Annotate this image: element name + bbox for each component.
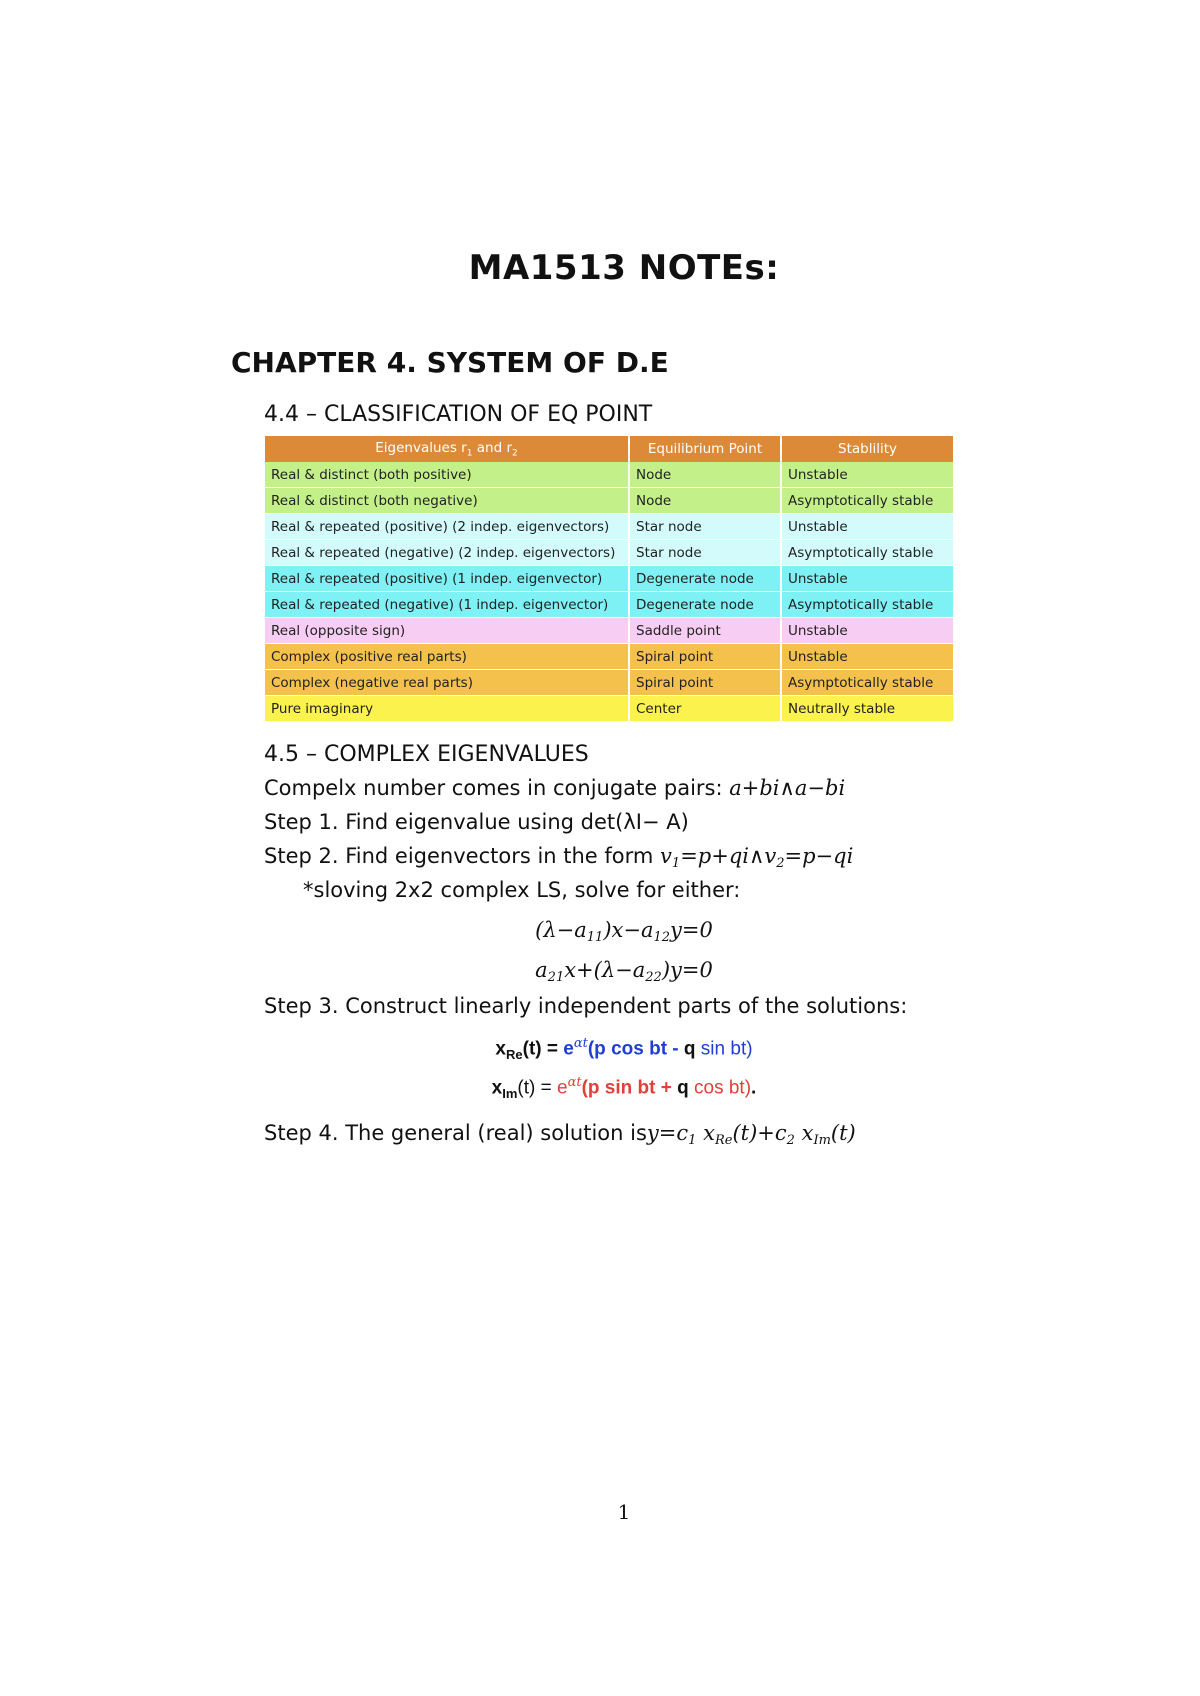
table-row: [265, 592, 954, 618]
eigenvalues-cell: Real (opposite sign): [265, 618, 629, 644]
table-row: [265, 696, 954, 722]
step-3-line: Step 3. Construct linearly independent parts of the solutions:: [264, 994, 908, 1018]
table-row: [265, 514, 954, 540]
header-equilibrium-point: Equilibrium Point: [629, 436, 781, 462]
stability-cell: Unstable: [781, 566, 954, 592]
equilibrium-point-cell: Star node: [629, 514, 781, 540]
table-row: [265, 670, 954, 696]
table-row: [265, 618, 954, 644]
equilibrium-point-cell: Spiral point: [629, 644, 781, 670]
table-row: [265, 644, 954, 670]
table-header-row: [265, 436, 954, 462]
stability-cell: Unstable: [781, 644, 954, 670]
stability-cell: Asymptotically stable: [781, 592, 954, 618]
solve-note: *sloving 2x2 complex LS, solve for either:: [303, 878, 741, 902]
table-row: [265, 488, 954, 514]
table-row: [265, 566, 954, 592]
document-title: MA1513 NOTEs:: [468, 248, 780, 288]
equilibrium-point-cell: Spiral point: [629, 670, 781, 696]
eigenvalues-cell: Real & repeated (positive) (1 indep. eigenvector): [265, 566, 629, 592]
equilibrium-point-cell: Saddle point: [629, 618, 781, 644]
conjugate-pairs-line: Compelx number comes in conjugate pairs: a+bi∧a−bi: [264, 776, 846, 800]
header-eigenvalues: Eigenvalues $r_1$ and $r_2$: [265, 436, 629, 462]
eigenvalues-cell: Complex (positive real parts): [265, 644, 629, 670]
step-2-line: Step 2. Find eigenvectors in the form $v_1=p+qi\wedge v_2=p-qi$: [264, 844, 854, 871]
stability-cell: Neutrally stable: [781, 696, 954, 722]
equilibrium-point-cell: Degenerate node: [629, 566, 781, 592]
stability-cell: Unstable: [781, 618, 954, 644]
equilibrium-point-cell: Star node: [629, 540, 781, 566]
stability-cell: Unstable: [781, 462, 954, 488]
equilibrium-point-cell: Center: [629, 696, 781, 722]
header-stability: Stablility: [781, 436, 954, 462]
chapter-heading: CHAPTER 4. SYSTEM OF D.E: [231, 346, 669, 379]
eigenvalues-cell: Pure imaginary: [265, 696, 629, 722]
eigenvalues-cell: Real & distinct (both positive): [265, 462, 629, 488]
stability-cell: Asymptotically stable: [781, 488, 954, 514]
conjugate-pairs-math: a+bi∧a−bi: [729, 776, 846, 800]
step-1-line: Step 1. Find eigenvalue using det(λI− A): [264, 810, 689, 834]
stability-cell: Asymptotically stable: [781, 670, 954, 696]
eigenvalues-cell: Complex (negative real parts): [265, 670, 629, 696]
page-number: 1: [617, 1500, 631, 1524]
equation-1: $(\lambda-a_{11})x-a_{12}y=0$: [535, 918, 713, 945]
solution-real-part: $x_{Re}(t) = e^{\alpha t}(p$ cos bt - q sin bt): [495, 1036, 753, 1063]
section-4-5-heading: 4.5 – COMPLEX EIGENVALUES: [264, 742, 589, 767]
eigenvalues-cell: Real & distinct (both negative): [265, 488, 629, 514]
table-row: [265, 462, 954, 488]
step-4-line: Step 4. The general (real) solution $isy=c_1$ $x_{Re}(t)+c_2$ $x_{Im}(t)$: [264, 1121, 856, 1148]
equilibrium-point-cell: Degenerate node: [629, 592, 781, 618]
equilibrium-point-cell: Node: [629, 488, 781, 514]
eigenvalues-cell: Real & repeated (negative) (2 indep. eigenvectors): [265, 540, 629, 566]
eigenvalues-cell: Real & repeated (negative) (1 indep. eigenvector): [265, 592, 629, 618]
equation-2: $a_{21}x+(\lambda-a_{22})y=0$: [535, 958, 713, 985]
table-row: [265, 540, 954, 566]
stability-cell: Asymptotically stable: [781, 540, 954, 566]
stability-cell: Unstable: [781, 514, 954, 540]
section-4-4-heading: 4.4 – CLASSIFICATION OF EQ POINT: [264, 402, 653, 427]
eigenvalues-cell: Real & repeated (positive) (2 indep. eigenvectors): [265, 514, 629, 540]
solution-imaginary-part: $x_{Im}(t) = e^{\alpha t}(p$ sin bt + q cos bt).: [491, 1075, 757, 1102]
classification-table: [265, 436, 955, 722]
equilibrium-point-cell: Node: [629, 462, 781, 488]
